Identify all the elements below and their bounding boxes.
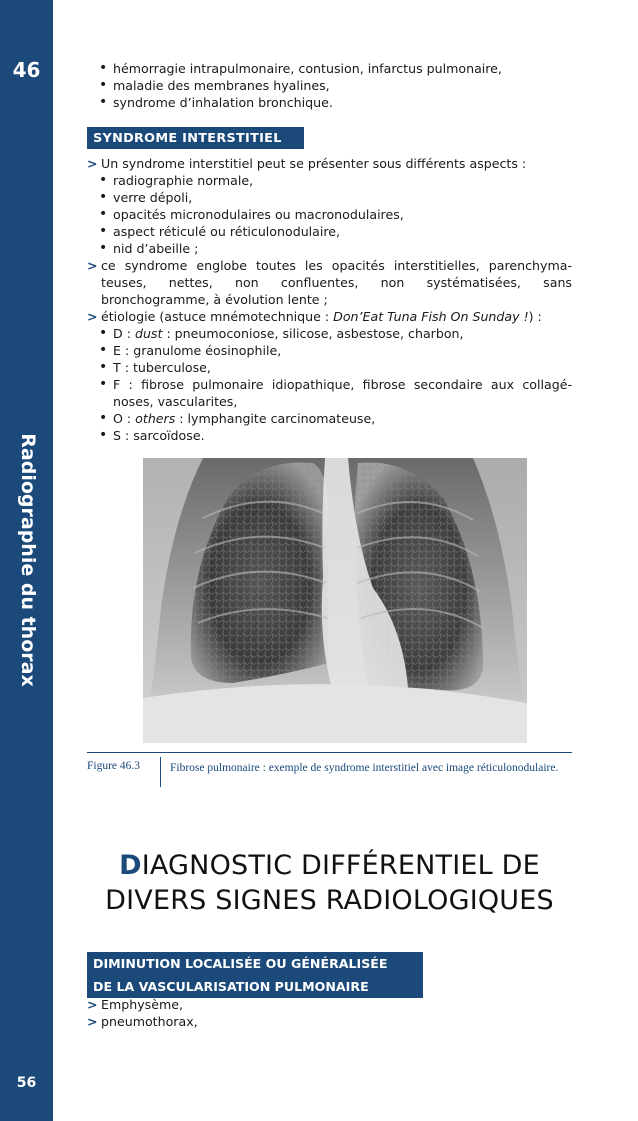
etiology-text: sarcoïdose. xyxy=(133,428,205,443)
figure-label: Figure 46.3 xyxy=(87,760,141,772)
etiology-intro xyxy=(87,308,572,325)
etiology-text: granulome éosinophile, xyxy=(133,343,282,358)
main-content xyxy=(87,60,572,444)
list-item: • radiographie normale, xyxy=(99,172,572,189)
list-item: > pneumothorax, xyxy=(87,1013,387,1030)
etiology-item xyxy=(99,410,572,427)
list-item: • syndrome d’inhalation bronchique. xyxy=(99,94,572,111)
etiology-letter: T : xyxy=(113,360,133,375)
title-line-1 xyxy=(87,848,572,883)
chapter-number: 46 xyxy=(12,58,41,82)
etiology-intro-text: étiologie (astuce mnémotechnique : xyxy=(101,309,334,324)
etiology-item xyxy=(99,325,572,342)
etiology-letter: D : xyxy=(113,326,135,341)
section-heading-line-1: DIMINUTION LOCALISÉE OU GÉNÉRALISÉE xyxy=(87,952,423,975)
sidebar xyxy=(0,0,53,1121)
figure-caption: Fibrose pulmonaire : exemple de syndrome interstitiel avec image réticulonodulaire. xyxy=(170,762,559,774)
etiology-text: : lymphangite carcinomateuse, xyxy=(175,411,376,426)
list-item: > Emphysème, xyxy=(87,996,387,1013)
list-item: • aspect réticulé ou réticulonodulaire, xyxy=(99,223,572,240)
etiology-item xyxy=(99,359,572,376)
etiology-italic: others xyxy=(135,411,176,426)
title-line-1-rest: IAGNOSTIC DIFFÉRENTIEL DE xyxy=(141,850,540,881)
etiology-item xyxy=(99,376,572,410)
page-number: 56 xyxy=(16,1075,37,1091)
figure-separator xyxy=(160,757,161,787)
etiology-letter: S : xyxy=(113,428,134,443)
etiology-text: tuberculose, xyxy=(132,360,211,375)
list-item: • opacités micronodulaires ou macronodulaires, xyxy=(99,206,572,223)
section-heading-line-2: DE LA VASCULARISATION PULMONAIRE xyxy=(87,975,423,998)
figure-divider xyxy=(87,752,572,753)
chapter-title: Radiographie du thorax xyxy=(17,433,39,687)
chest-xray-image xyxy=(143,458,527,743)
etiology-italic: dust xyxy=(134,326,163,341)
vascularisation-list xyxy=(87,996,387,1030)
list-item: • nid d’abeille ; xyxy=(99,240,572,257)
etiology-text: : pneumoconiose, silicose, asbestose, charbon, xyxy=(162,326,464,341)
etiology-item xyxy=(99,427,572,444)
etiology-item xyxy=(99,342,572,359)
title-line-2: DIVERS SIGNES RADIOLOGIQUES xyxy=(105,885,554,916)
definition-paragraph: > ce syndrome englobe toutes les opacités interstitielles, parenchymateuses, nettes, non confluentes, non systématisées, sans bronchogramme, à évolution lente ; xyxy=(87,257,572,308)
etiology-intro-close: ) : xyxy=(528,309,542,324)
chapter-section-title xyxy=(87,848,572,918)
section-heading-vascularisation xyxy=(87,952,423,998)
chest-xray-drawing xyxy=(143,458,527,743)
list-item: • maladie des membranes hyalines, xyxy=(99,77,572,94)
etiology-letter: E : xyxy=(113,343,134,358)
etiology-text: fibrose pulmonaire idiopathique, fibrose secondaire aux collagénoses, vascularites, xyxy=(113,377,572,409)
list-item: • hémorragie intrapulmonaire, contusion, infarctus pulmonaire, xyxy=(99,60,572,77)
list-item: • verre dépoli, xyxy=(99,189,572,206)
section-heading-interstitiel: SYNDROME INTERSTITIEL xyxy=(87,127,304,149)
mnemonic: Don’Eat Tuna Fish On Sunday ! xyxy=(333,309,529,324)
intro-paragraph: > Un syndrome interstitiel peut se présenter sous différents aspects : xyxy=(87,155,572,172)
etiology-letter: O : xyxy=(113,411,136,426)
etiology-letter: F : xyxy=(113,377,142,392)
title-initial: D xyxy=(119,850,142,881)
